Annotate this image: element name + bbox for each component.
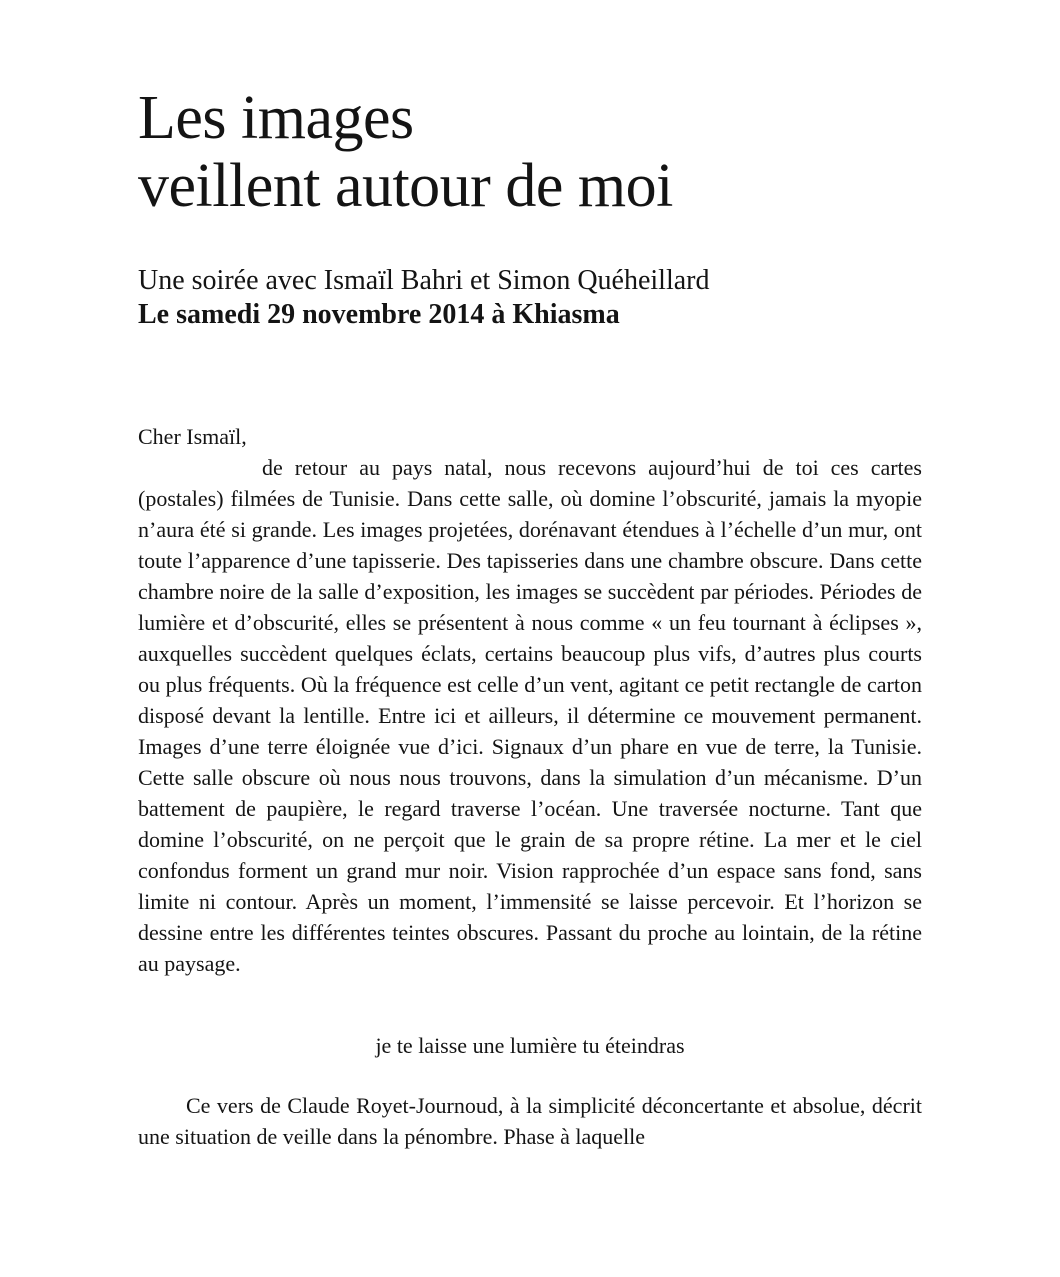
document-title <box>138 84 922 220</box>
event-subtitle: Une soirée avec Ismaïl Bahri et Simon Quéheillard <box>138 265 710 296</box>
letter-salutation: Cher Ismaïl, <box>138 424 247 449</box>
title-line-2: veillent autour de moi <box>138 152 673 220</box>
letter-paragraph-closing: Ce vers de Claude Royet-Journoud, à la simplicité déconcertante et absolue, décrit une situation de veille dans la pénombre. Phase à laquelle <box>138 1093 922 1149</box>
title-line-1: Les images <box>138 84 414 152</box>
event-date: Le samedi 29 novembre 2014 à Khiasma <box>138 299 620 330</box>
verse-quote: je te laisse une lumière tu éteindras <box>375 1033 685 1058</box>
letter-paragraph-main: de retour au pays natal, nous recevons aujourd’hui de toi ces cartes (postales) filmées de Tunisie. Dans cette salle, où domine l’obscurité, jamais la myopie n’aura été si grande. Les images projetées, dorénavant étendues à l’échelle d’un mur, ont toute l’apparence d’une tapisserie. Des tapisseries dans une chambre obscure. Dans cette chambre noire de la salle d’exposition, les images se succèdent par périodes. Périodes de lumière et d’obscurité, elles se présentent à nous comme « un feu tournant à éclipses », auxquelles succèdent quelques éclats, certains beaucoup plus vifs, d’autres plus courts ou plus fréquents. Où la fréquence est celle d’un vent, agitant ce petit rectangle de carton disposé devant la lentille. Entre ici et ailleurs, il détermine ce mouvement permanent. Images d’une terre éloignée vue d’ici. Signaux d’un phare en vue de terre, la Tunisie. Cette salle obscure où nous nous trouvons, dans la simulation d’un mécanisme. D’un battement de paupière, le regard traverse l’océan. Une traversée nocturne. Tant que domine l’obscurité, on ne perçoit que le grain de sa propre rétine. La mer et le ciel confondus forment un grand mur noir. Vision rapprochée d’un espace sans fond, sans limite ni contour. Après un moment, l’immensité se laisse percevoir. Et l’horizon se dessine entre les différentes teintes obscures. Passant du proche au lointain, de la rétine au paysage. <box>138 455 922 976</box>
